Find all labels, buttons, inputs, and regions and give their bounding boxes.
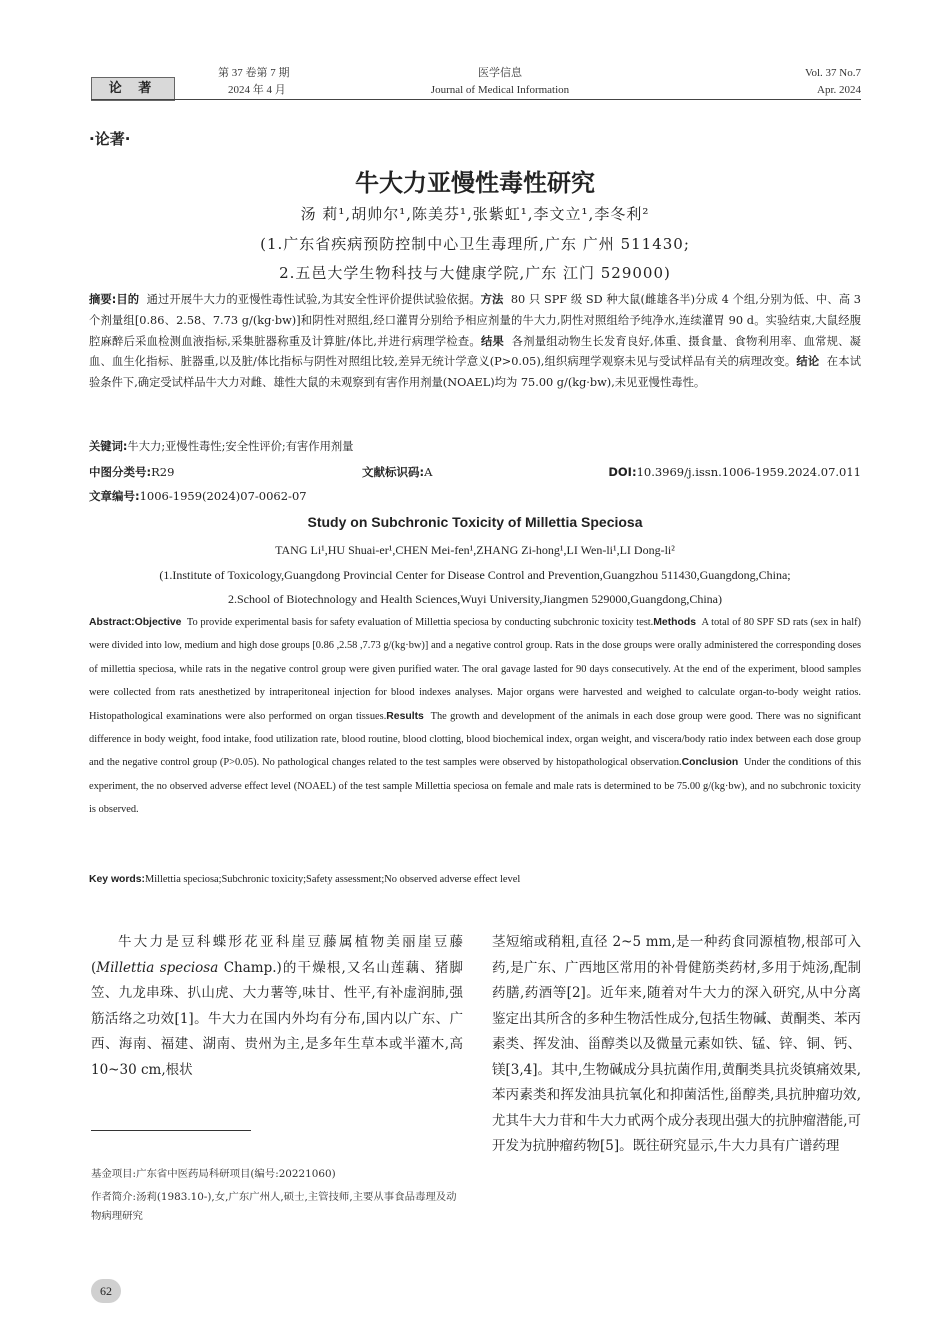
article-title: 牛大力亚慢性毒性研究 (355, 169, 595, 197)
results-text: 各剂量组动物生长发育良好,体重、摄食量、食物利用率、血常规、凝血、血生化指标、脏器重,以及脏/体比指标与阴性对照组比较,差异无统计学意义(P>0.05),组织病理学观察未见与受试样品有关的病理改变。 (89, 334, 861, 369)
english-title: Study on Subchronic Toxicity of Millettia Speciosa (307, 514, 643, 530)
conclusion-en-text: Under the conditions of this experiment, the no observed adverse effect level (NOAEL) of the test sample Millettia speciosa on female and male rats is determined to be 75.00 g/(kg·bw), and no subchronic toxicity is observed. (89, 757, 861, 816)
keywords-label: 关键词: (89, 440, 128, 453)
results-en-text: The growth and development of the animals in each dose group were good. There was no significant difference in body weight, food intake, food utilization rate, blood routine, blood clotting, blood biochemical index, organ weight, and viscera/body ratio index between each dose group and the negative control group (P>0.05). No pathological changes related to the test samples were observed by histopathological observation. (89, 710, 861, 769)
body-left-post: Champ.)的干燥根,又名山莲藕、猪脚笠、九龙串珠、扒山虎、大力薯等,味甘、性平,有补虚润肺,强筋活络之功效[1]。牛大力在国内外均有分布,国内以广东、广西、海南、福建、湖南、贵州为主,是多年生草本或半灌木,高 10~30 cm,根状 (91, 959, 463, 1078)
section-tag: 论 著 (91, 77, 175, 101)
methods-text: 80 只 SPF 级 SD 种大鼠(雌雄各半)分成 4 个组,分别为低、中、高 3 个剂量组[0.86、2.58、7.73 g/(kg·bw)]和阴性对照组,经口灌胃分别给予相应剂量的牛大力,阴性对照组给予纯净水,连续灌胃 90 d。实验结束,大鼠经腹腔麻醉后采血检测血液指标,采集脏器称重及计算脏/体比,并进行病理学检查。 (89, 293, 861, 348)
methods-en-text: A total of 80 SPF SD rats (sex in half) were divided into low, medium and high dose groups [0.86 ,2.58 ,7.73 g/(kg·bw)] and a negative control group. Rats in the dose groups were orally administered the corresponding doses of millettia speciosa, while rats in the negative control group were given purified water. The oral gavage lasted for 90 days consecutively. At the end of the experiment, blood samples were collected from rats anesthetized by intraperitoneal injection for blood indexes analyses. Major organs were harvested and weighed to calculate organ-to-body weight ratios. Histopathological examinations were also performed on organ tissues. (89, 617, 862, 722)
abstract-label: 摘要: (89, 293, 117, 306)
keywords-en (89, 868, 861, 891)
journal-cn: 医学信息 (478, 67, 522, 79)
objective-text: 通过开展牛大力的亚慢性毒性试验,为其安全性评价提供试验依据。 (146, 293, 481, 306)
doc-code-row (362, 464, 432, 480)
journal-en: Journal of Medical Information (430, 84, 570, 96)
footnote-funding: 基金项目:广东省中医药局科研项目(编号:20221060) (91, 1168, 336, 1180)
objective-label: 目的 (116, 293, 140, 306)
body-left-italic: Millettia speciosa (96, 959, 219, 976)
footnote-author-bio: 作者简介:汤莉(1983.10-),女,广东广州人,硕士,主管技师,主要从事食品毒理及动物病理研究 (91, 1191, 457, 1222)
body-right-paragraph: 茎短缩或稍粗,直径 2~5 mm,是一种药食同源植物,根部可入药,是广东、广西地区常用的补骨健筋类药材,多用于炖汤,配制药膳,药酒等[2]。近年来,随着对牛大力的深入研究,从中分离鉴定出其所含的多种生物活性成分,包括生物碱、黄酮类、苯丙素类、挥发油、甾醇类以及微量元素如铁、锰、锌、铜、钙、镁[3,4]。其中,生物碱成分具抗菌作用,黄酮类具抗炎镇痛效果,苯丙素类和挥发油具抗氧化和抑菌活性,甾醇类,具抗肿瘤功效,尤其牛大力苷和牛大力甙两个成分表现出强大的抗肿瘤潜能,可开发为抗肿瘤药物[5]。既往研究显示,牛大力具有广谱药理 (492, 934, 861, 1154)
article-number-label: 文章编号: (89, 489, 140, 503)
affiliation-en-1: (1.Institute of Toxicology,Guangdong Provincial Center for Disease Control and Prevention,Guangzhou 511430,Guangdong,China; (159, 568, 791, 582)
results-label: 结果 (480, 334, 505, 348)
clc-row (89, 464, 174, 480)
keywords-cn (89, 437, 861, 458)
authors-en: TANG Li¹,HU Shuai-er¹,CHEN Mei-fen¹,ZHANG Zi-hong¹,LI Wen-li¹,LI Dong-li² (275, 543, 675, 557)
affiliation-en-2: 2.School of Biotechnology and Health Sciences,Wuyi University,Jiangmen 529000,Guangdong,China) (228, 592, 722, 606)
affiliation-cn-2: 2.五邑大学生物科技与大健康学院,广东 江门 529000) (279, 264, 671, 282)
keywords-en-text: Millettia speciosa;Subchronic toxicity;Safety assessment;No observed adverse effect level (145, 874, 521, 885)
section-label: ·论著· (89, 130, 131, 148)
doi-label: DOI: (608, 465, 637, 479)
affiliation-cn-1: (1.广东省疾病预防控制中心卫生毒理所,广东 广州 511430; (260, 235, 690, 253)
conclusion-en-label: Conclusion (681, 757, 739, 769)
article-number-value: 1006-1959(2024)07-0062-07 (139, 489, 307, 503)
doc-code-value: A (424, 465, 433, 479)
objective-en-text: To provide experimental basis for safety evaluation of Millettia speciosa by conducting subchronic toxicity test. (186, 617, 654, 628)
header-rule (91, 99, 861, 100)
body-left-pre: 牛大力是豆科蝶形花亚科崖豆藤属植物美丽崖豆藤( (91, 934, 463, 976)
keywords-text: 牛大力;亚慢性毒性;安全性评价;有害作用剂量 (127, 440, 354, 453)
abstract-cn (89, 290, 861, 394)
doc-code-label: 文献标识码: (362, 465, 425, 479)
clc-label: 中图分类号: (89, 465, 152, 479)
methods-en-label: Methods (653, 617, 696, 628)
date-en: Apr. 2024 (817, 84, 861, 96)
article-number-row (89, 488, 307, 504)
page-number: 62 (91, 1279, 121, 1303)
conclusion-text: 在本试验条件下,确定受试样品牛大力对雌、雄性大鼠的未观察到有害作用剂量(NOAEL)均为 75.00 g/(kg·bw),未见亚慢性毒性。 (89, 355, 861, 390)
volume-cn: 第 37 卷第 7 期 (218, 67, 290, 79)
abstract-en-label: Abstract: (89, 617, 135, 628)
abstract-en (89, 611, 861, 822)
date-cn: 2024 年 4 月 (228, 84, 286, 96)
footnote-rule (91, 1130, 251, 1131)
conclusion-label: 结论 (796, 355, 820, 369)
clc-value: R29 (151, 465, 175, 479)
objective-en-label: Objective (134, 617, 182, 628)
body-left-paragraph (91, 930, 463, 1083)
methods-label: 方法 (480, 293, 504, 306)
volume-en: Vol. 37 No.7 (804, 67, 861, 79)
keywords-en-label: Key words: (89, 874, 146, 885)
authors-cn: 汤 莉¹,胡帅尔¹,陈美芬¹,张紫虹¹,李文立¹,李冬利² (300, 205, 650, 223)
doi-row (608, 464, 861, 480)
results-en-label: Results (386, 710, 424, 722)
doi-value: 10.3969/j.issn.1006-1959.2024.07.011 (636, 465, 861, 479)
